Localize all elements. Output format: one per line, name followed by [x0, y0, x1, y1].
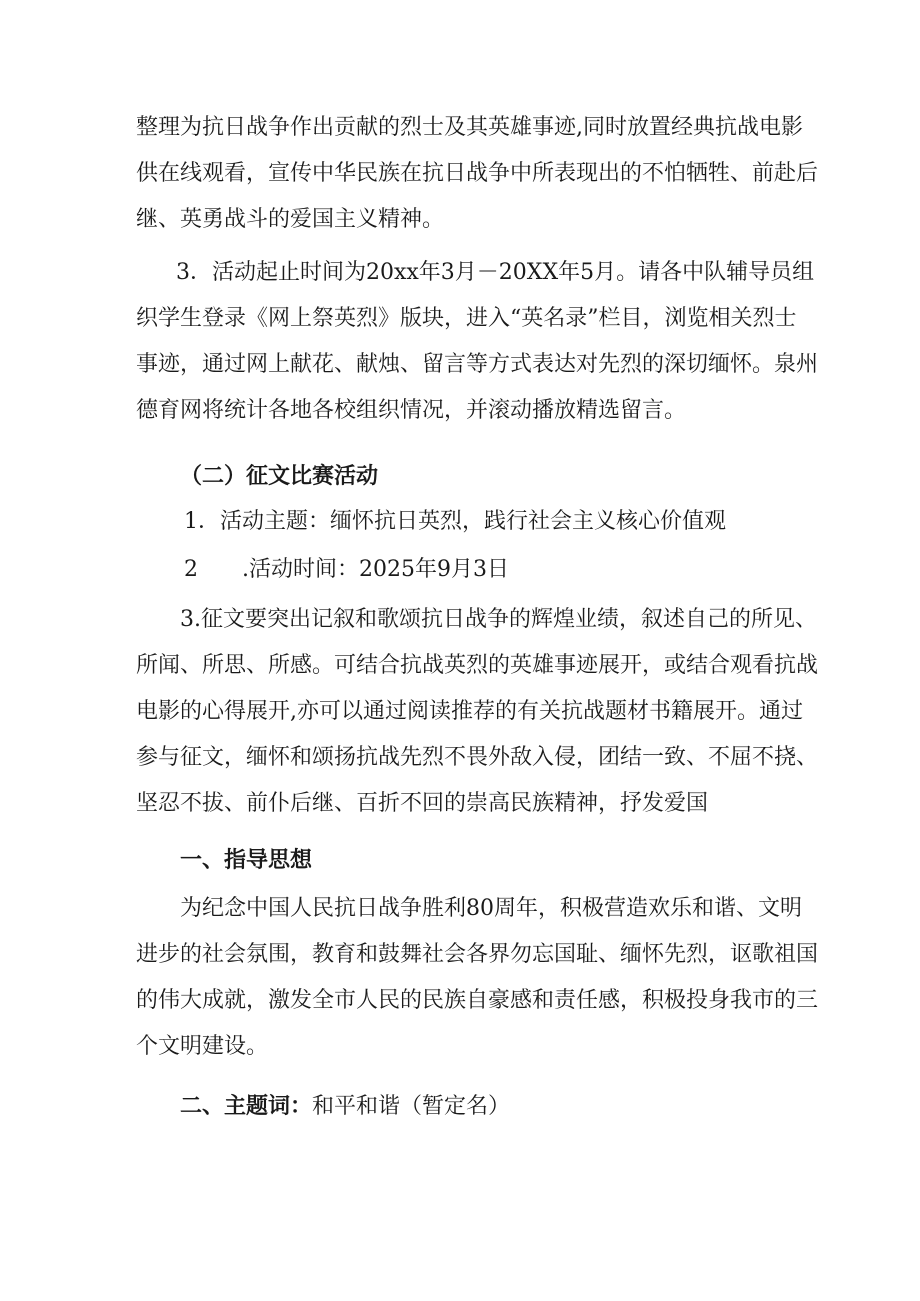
text-line: 供在线观看，宣传中华民族在抗日战争中所表现出的不怕牺牲、前赴后	[136, 161, 819, 186]
text-line: 德育网将统计各地各校组织情况，并滚动播放精选留言。	[136, 398, 687, 423]
paragraph-activity-time	[136, 547, 796, 593]
text-line: 所闻、所思、所感。可结合抗战英烈的英雄事迹展开，或结合观看抗战	[136, 653, 819, 678]
theme-words-value: 和平和谐（暂定名）	[312, 1094, 511, 1119]
text-line: 为纪念中国人民抗日战争胜利80周年，积极营造欢乐和谐、文明	[180, 896, 802, 921]
text-line: 事迹，通过网上献花、献烛、留言等方式表达对先烈的深切缅怀。泉州	[136, 352, 819, 377]
text-line: 3．活动起止时间为20xx年3月－20XX年5月。请各中队辅导员组	[176, 260, 815, 285]
paragraph-online-memorial-continued	[136, 105, 819, 243]
paragraph-activity-period	[136, 250, 819, 434]
theme-words-line	[136, 1083, 796, 1130]
text-line: 2 .活动时间：2025年9月3日	[184, 557, 509, 582]
text-line: 整理为抗日战争作出贡献的烈士及其英雄事迹,同时放置经典抗战电影	[136, 115, 803, 140]
paragraph-activity-theme	[136, 499, 796, 545]
section-heading-guiding-ideology	[136, 837, 796, 883]
text-line: 电影的心得展开,亦可以通过阅读推荐的有关抗战题材书籍展开。通过	[136, 699, 803, 724]
text-line: 织学生登录《网上祭英烈》版块，进入“英名录”栏目，浏览相关烈士	[136, 306, 797, 331]
text-line: 参与征文，缅怀和颂扬抗战先烈不畏外敌入侵，团结一致、不屈不挠、	[136, 745, 819, 770]
heading-text: 一、指导思想	[180, 847, 313, 873]
section-heading-essay-contest	[136, 453, 796, 499]
heading-text: 二、主题词：	[180, 1093, 313, 1119]
text-line: 坚忍不拔、前仆后继、百折不回的崇高民族精神，抒发爱国	[136, 791, 709, 816]
text-line: 个文明建设。	[136, 1034, 269, 1059]
text-line: 继、英勇战斗的爱国主义精神。	[136, 207, 445, 232]
text-line: 的伟大成就，激发全市人民的民族自豪感和责任感，积极投身我市的三	[136, 988, 819, 1013]
text-line: 进步的社会氛围，教育和鼓舞社会各界勿忘国耻、缅怀先烈，讴歌祖国	[136, 942, 819, 967]
paragraph-essay-requirements	[136, 597, 819, 827]
text-line: 1．活动主题：缅怀抗日英烈，践行社会主义核心价值观	[184, 509, 726, 534]
paragraph-guiding-ideology	[136, 886, 819, 1070]
heading-text: （二）征文比赛活动	[180, 463, 379, 489]
section-theme-words	[136, 1083, 796, 1130]
text-line: 3.征文要突出记叙和歌颂抗日战争的辉煌业绩，叙述自己的所见、	[180, 607, 817, 632]
